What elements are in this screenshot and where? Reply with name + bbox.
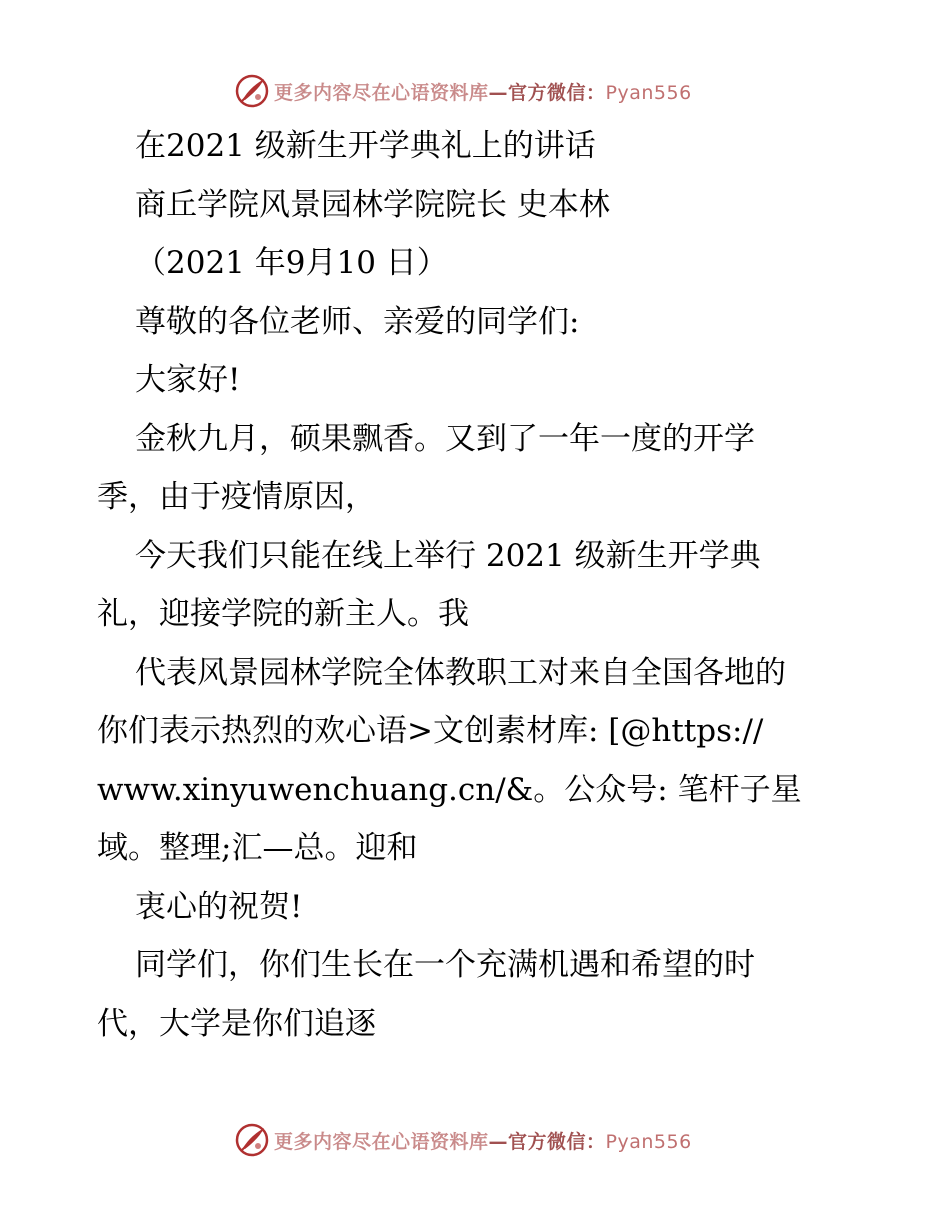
paragraph-line: 你们表示热烈的欢心语>文创素材库: [@https:// bbox=[97, 713, 764, 749]
date-line: （2021 年9月10 日） bbox=[135, 245, 448, 281]
paragraph-line: www.xinyuwenchuang.cn/&。公众号: 笔杆子星 bbox=[97, 771, 802, 808]
paragraph-line: 域。整理;汇—总。迎和 bbox=[97, 830, 418, 866]
quill-pen-logo-icon bbox=[234, 1122, 270, 1158]
paragraph-line: 今天我们只能在线上举行 2021 级新生开学典 bbox=[135, 537, 761, 574]
paragraph-line: 礼，迎接学院的新主人。我 bbox=[97, 596, 469, 632]
footer-banner-tail: —官方微信： bbox=[488, 1130, 606, 1153]
header-banner-lead: 更多内容尽在心语资料库 bbox=[274, 81, 489, 104]
paragraph-line: 代表风景园林学院全体教职工对来自全国各地的 bbox=[135, 654, 786, 691]
paragraph-line: 同学们，你们生长在一个充满机遇和希望的时 bbox=[135, 947, 755, 983]
speech-title: 在2021 级新生开学典礼上的讲话 bbox=[135, 128, 596, 164]
greeting: 大家好! bbox=[135, 362, 241, 398]
footer-banner bbox=[234, 1120, 692, 1160]
header-banner-account: Pyan556 bbox=[605, 81, 692, 104]
paragraph-line: 衷心的祝贺! bbox=[135, 888, 303, 925]
salutation: 尊敬的各位老师、亲爱的同学们: bbox=[135, 303, 580, 340]
paragraph-line: 代，大学是你们追逐 bbox=[97, 1005, 376, 1042]
footer-banner-lead: 更多内容尽在心语资料库 bbox=[274, 1130, 489, 1153]
header-banner bbox=[234, 71, 692, 111]
footer-banner-account: Pyan556 bbox=[605, 1130, 692, 1153]
paragraph-line: 季，由于疫情原因， bbox=[97, 479, 376, 515]
footer-banner-text bbox=[274, 1127, 692, 1154]
document-body bbox=[97, 117, 897, 1053]
header-banner-tail: —官方微信： bbox=[488, 81, 606, 104]
quill-pen-logo-icon bbox=[234, 73, 270, 109]
paragraph-line: 金秋九月，硕果飘香。又到了一年一度的开学 bbox=[135, 420, 755, 457]
speaker-line: 商丘学院风景园林学院院长 史本林 bbox=[135, 186, 610, 223]
header-banner-text bbox=[274, 78, 692, 105]
